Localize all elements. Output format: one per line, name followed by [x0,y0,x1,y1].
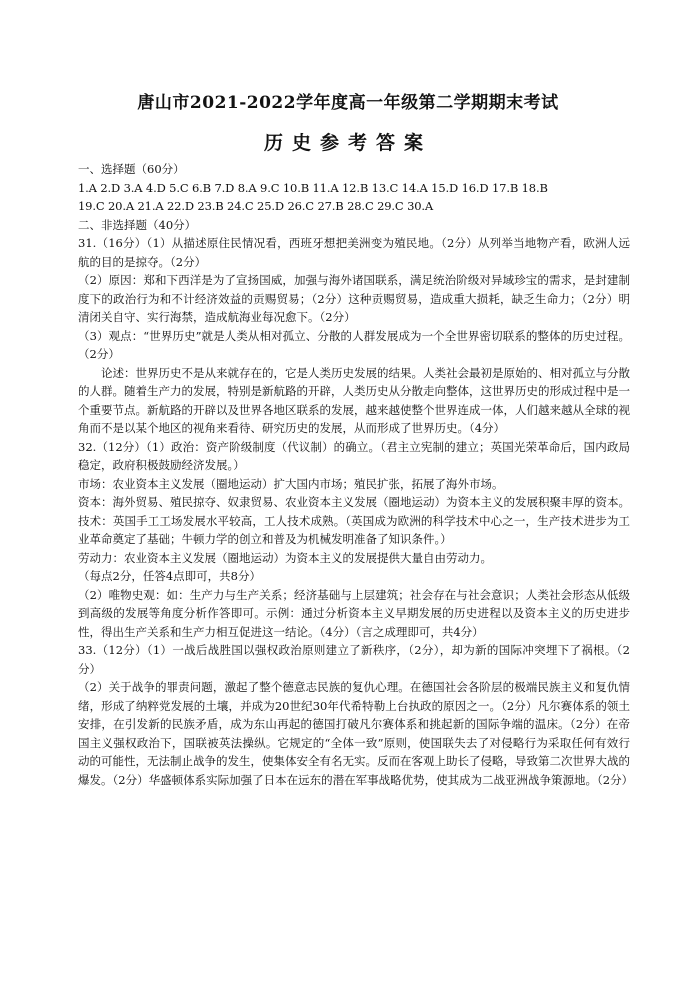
q32-politics: 32.（12分）（1）政治：资产阶级制度（代议制）的确立。（君主立宪制的建立；英国光荣革命后，国内政局稳定，政府积极鼓励经济发展。） [78,439,630,472]
page-subtitle: 历史参考答案 [263,132,432,154]
q33-part2: （2）关于战争的罪责问题，激起了整个德意志民族的复仇心理。在德国社会各阶层的极端民族主义和复仇情绪，形成了纳粹党发展的土壤，并成为20世纪30年代希特勒上台执政的原因之一。（2分）凡尔赛体系的领土安排，在引发新的民族矛盾，成为东山再起的德国打破凡尔赛体系和挑起新的国际争端的温床。（2分）在帝国主义强权政治下，国联被英法操纵。它规定的“全体一致”原则，使国联失去了对侵略行为采取任何有效行动的可能性，无法制止战争的发生，使集体安全有名无实。反而在客观上助长了侵略，导致第二次世界大战的爆发。（2分）华盛顿体系实际加强了日本在远东的潜在军事战略优势，使其成为二战亚洲战争策源地。（2分） [78,680,634,787]
q31-part3-viewpoint: （3）观点：“世界历史”就是人类从相对孤立、分散的人群发展成为一个全世界密切联系的整体的历史过程。（2分） [78,328,630,361]
q31-part3-argument: 论述：世界历史不是从来就存在的，它是人类历史发展的结果。人类社会最初是原始的、相对孤立与分散的人群。随着生产力的发展，特别是新航路的开辟，人类历史从分散走向整体，这世界历史的形成过程中是一个重要节点。新航路的开辟以及世界各地区联系的发展，越来越使整个世界连成一体，人们越来越从全球的视角而不是以某个地区的视角来看待、研究历史的发展，从而形成了世界历史。（4分） [78,365,630,435]
q31-part2: （2）原因：郑和下西洋是为了宣扬国威，加强与海外诸国联系，满足统治阶级对异域珍宝的需求，是封建制度下的政治行为和不计经济效益的贡赐贸易；（2分）这种贡赐贸易，造成重大损耗，缺乏生命力；（2分）明清闭关自守、实行海禁，造成航海业每况愈下。（2分） [78,273,630,324]
page-title: 唐山市2021-2022学年度高一年级第二学期期末考试 [137,93,559,113]
q31-part1: 31.（16分）（1）从描述原住民情况看，西班牙想把美洲变为殖民地。（2分）从列举当地物产看，欧洲人远航的目的是掠夺。（2分） [78,236,630,269]
choice-answers-line-1: 1.A 2.D 3.A 4.D 5.C 6.B 7.D 8.A 9.C 10.B 11.A 12.B 13.C 14.A 15.D 16.D 17.B 18.B [78,180,548,195]
section-heading-nonchoice: 二、非选择题（40分） [78,217,197,232]
q32-scoring-note: （每点2分，任答4点即可，共8分） [78,569,261,583]
q33-part1: 33.（12分）（1）一战后战胜国以强权政治原则建立了新秩序，（2分），却为新的国际冲突埋下了祸根。（2分） [78,643,630,676]
choice-answers-line-2: 19.C 20.A 21.A 22.D 23.B 24.C 25.D 26.C 27.B 28.C 29.C 30.A [78,199,434,213]
q32-part2: （2）唯物史观：如：生产力与生产关系；经济基础与上层建筑；社会存在与社会意识；人类社会形态从低级到高级的发展等角度分析作答即可。示例：通过分析资本主义早期发展的历史进程以及资本主义的历史进步性，得出生产关系和生产力相互促进这一结论。（4分）（言之成理即可，共4分） [78,587,630,639]
answer-content [78,160,634,789]
q32-technology: 技术：英国手工工场发展水平较高，工人技术成熟。（英国成为欧洲的科学技术中心之一，生产技术进步为工业革命奠定了基础；牛顿力学的创立和普及为机械发明准备了知识条件。） [78,513,630,546]
section-heading-choice: 一、选择题（60分） [78,162,185,176]
q32-capital: 资本：海外贸易、殖民掠夺、奴隶贸易、农业资本主义发展（圈地运动）为资本主义的发展积聚丰厚的资本。 [78,495,630,509]
q32-labor: 劳动力：农业资本主义发展（圈地运动）为资本主义的发展提供大量自由劳动力。 [78,550,492,565]
q32-market: 市场：农业资本主义发展（圈地运动）扩大国内市场；殖民扩张，拓展了海外市场。 [78,476,504,491]
